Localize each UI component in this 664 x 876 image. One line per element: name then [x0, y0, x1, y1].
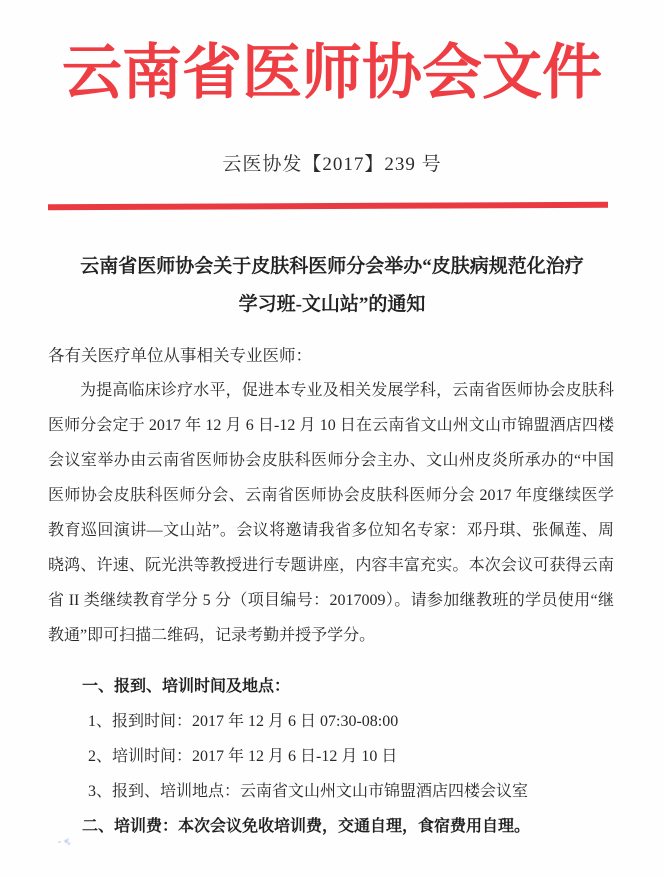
document-body: [48, 338, 614, 844]
section1-item-1: 1、报到时间：2017 年 12 月 6 日 07:30-08:00: [88, 713, 399, 730]
section1-item-2: 2、培训时间：2017 年 12 月 6 日-12 月 10 日: [88, 748, 398, 765]
notice-title-line2: 学习班-文山站”的通知: [238, 294, 426, 315]
section1-item-3: 3、报到、培训地点：云南省文山州文山市锦盟酒店四楼会议室: [88, 783, 529, 800]
notice-title-line1: 云南省医师协会关于皮肤科医师分会举办“皮肤病规范化治疗: [80, 256, 584, 277]
main-paragraph: 为提高临床诊疗水平，促进本专业及相关发展学科，云南省医师协会皮肤科医师分会定于 2017 年 12 月 6 日-12 月 10 日在云南省文山州文山市锦盟酒店四楼会议室举办由云南省医师协会皮肤科医师分会主办、文山州皮炎所承办的“中国医师协会皮肤科医师分会、云南省医师协会皮肤科医师分会 2017 年度继续医学教育巡回演讲—文山站”。会议将邀请我省多位知名专家：邓丹琪、张佩莲、周晓鸿、许速、阮光洪等教授进行专题讲座，内容丰富充实。本次会议可获得云南省 II 类继续教育学分 5 分（项目编号：2017009）。请参加继教班的学员使用“继教通”即可扫描二维码，记录考勤并授予学分。: [48, 382, 614, 644]
salutation: 各有关医疗单位从事相关专业医师：: [48, 346, 312, 365]
section1-heading: 一、报到、培训时间及地点：: [82, 678, 291, 695]
red-divider-line: [48, 202, 608, 210]
letterhead-title: 云南省医师协会文件: [62, 40, 602, 106]
notice-title: [0, 248, 664, 324]
section2-line: 二、培训费：本次会议免收培训费，交通自理，食宿费用自理。: [82, 818, 531, 835]
document-number: 云医协发【2017】239 号: [222, 154, 442, 175]
